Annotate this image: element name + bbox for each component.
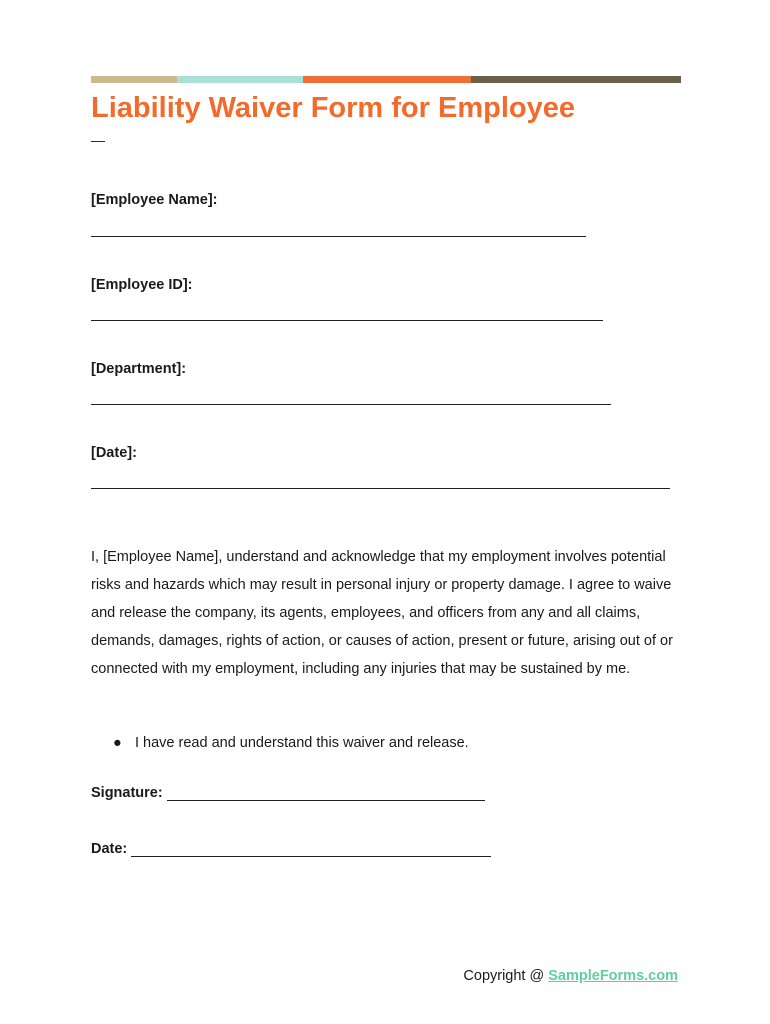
title-dash: — — [91, 132, 105, 148]
signature-label: Signature: — [91, 785, 163, 801]
department-label: [Department]: — [91, 361, 187, 377]
acknowledgement-text: I have read and understand this waiver and release. — [135, 735, 469, 751]
employee-name-label: [Employee Name]: — [91, 192, 218, 208]
copyright-prefix: Copyright @ — [463, 968, 549, 984]
signature-line[interactable] — [167, 784, 485, 801]
copyright-footer — [463, 968, 678, 984]
signature-date-label: Date: — [91, 841, 128, 857]
header-color-bar — [91, 76, 681, 83]
employee-name-line[interactable] — [91, 236, 586, 237]
page-title: Liability Waiver Form for Employee — [91, 92, 575, 124]
color-bar-segment-3 — [303, 76, 471, 83]
signature-date-row — [91, 840, 491, 857]
color-bar-segment-4 — [471, 76, 681, 83]
employee-id-label: [Employee ID]: — [91, 277, 193, 293]
department-line[interactable] — [91, 404, 611, 405]
acknowledgement-item — [113, 735, 469, 751]
bullet-icon: ● — [113, 735, 122, 751]
waiver-paragraph: I, [Employee Name], understand and acknowledge that my employment involves potential risks and hazards which may result in personal injury or property damage. I agree to waive and release the company, its agents, employees, and officers from any and all claims, demands, damages, rights of action, or causes of action, present or future, arising out of or connected with my employment, including any injuries that may be sustained by me. — [91, 549, 673, 677]
signature-date-line[interactable] — [131, 840, 491, 857]
brand-link[interactable]: SampleForms.com — [548, 968, 678, 984]
date-line[interactable] — [91, 488, 670, 489]
color-bar-segment-2 — [177, 76, 303, 83]
employee-id-line[interactable] — [91, 320, 603, 321]
color-bar-segment-1 — [91, 76, 177, 83]
date-label: [Date]: — [91, 445, 137, 461]
signature-row — [91, 784, 485, 801]
